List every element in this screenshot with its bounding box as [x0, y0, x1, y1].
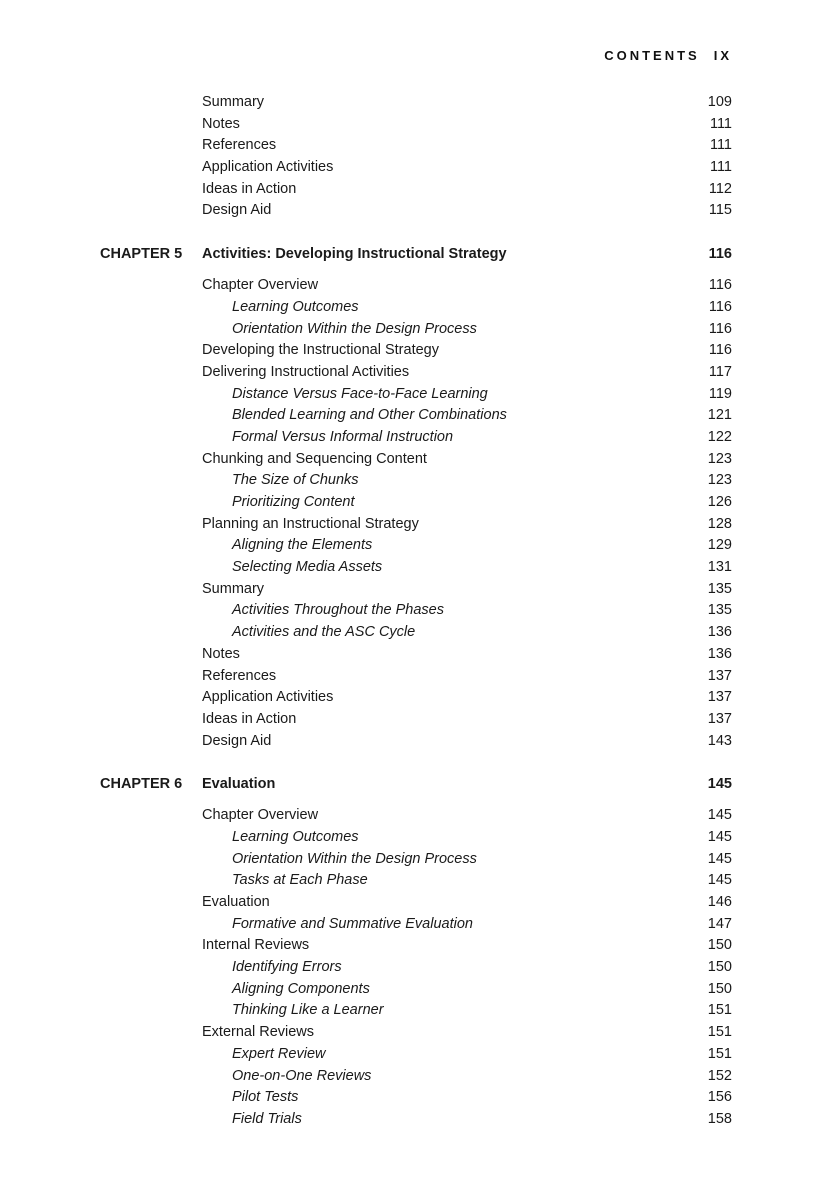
entry-title: Chapter Overview	[202, 807, 319, 824]
entry-title: Aligning the Elements	[232, 537, 373, 554]
entry-title: Chunking and Sequencing Content	[202, 450, 427, 467]
toc-subentry[interactable]	[0, 297, 840, 319]
entry-page-number: 150	[707, 980, 732, 997]
entry-title: Developing the Instructional Strategy	[202, 342, 439, 359]
toc-entry[interactable]	[0, 92, 840, 114]
entry-title: Distance Versus Face-to-Face Learning	[232, 385, 488, 402]
chapter-heading[interactable]	[0, 243, 840, 265]
entry-title: Selecting Media Assets	[232, 559, 383, 576]
entry-title: Learning Outcomes	[232, 298, 359, 315]
toc-subentry[interactable]	[0, 979, 840, 1001]
toc-subentry[interactable]	[0, 1044, 840, 1066]
entry-title: Application Activities	[202, 159, 334, 176]
entry-title: Learning Outcomes	[232, 828, 359, 845]
entry-title: Identifying Errors	[232, 959, 342, 976]
toc-entry[interactable]	[0, 200, 840, 222]
entry-title: Delivering Instructional Activities	[202, 363, 410, 380]
entry-page-number: 111	[709, 115, 732, 132]
entry-title: Expert Review	[232, 1045, 326, 1062]
entry-title: Tasks at Each Phase	[232, 872, 368, 889]
entry-page-number: 158	[707, 1110, 732, 1127]
entry-page-number: 152	[707, 1067, 732, 1084]
toc-subentry[interactable]	[0, 914, 840, 936]
toc-entry[interactable]	[0, 644, 840, 666]
entry-page-number: 143	[707, 732, 732, 749]
entry-title: Planning an Instructional Strategy	[202, 515, 419, 532]
entry-page-number: 137	[707, 667, 732, 684]
entry-page-number: 116	[708, 277, 732, 294]
entry-page-number: 146	[707, 894, 732, 910]
entry-title: Formative and Summative Evaluation	[232, 915, 473, 932]
toc-entry[interactable]	[0, 362, 840, 384]
entry-title: Ideas in Action	[202, 710, 297, 727]
entry-title: Orientation Within the Design Process	[232, 850, 477, 867]
entry-page-number: 150	[707, 959, 732, 976]
entry-title: The Size of Chunks	[232, 472, 359, 489]
toc-entry[interactable]	[0, 666, 840, 688]
entry-page-number: 145	[707, 807, 732, 824]
toc-subentry[interactable]	[0, 384, 840, 406]
entry-title: Design Aid	[202, 202, 272, 219]
entry-title: One-on-One Reviews	[232, 1067, 372, 1084]
toc-subentry[interactable]	[0, 600, 840, 622]
table-of-contents	[0, 92, 840, 1131]
entry-title: Design Aid	[202, 732, 272, 749]
entry-page-number: 151	[707, 1024, 732, 1041]
toc-entry[interactable]	[0, 114, 840, 136]
entry-page-number: 135	[707, 602, 732, 619]
entry-title: Pilot Tests	[232, 1089, 299, 1106]
chapter-label: CHAPTER 6	[100, 776, 183, 793]
entry-title: Blended Learning and Other Combinations	[232, 407, 507, 424]
toc-entry[interactable]	[0, 275, 840, 297]
entry-title: External Reviews	[202, 1024, 315, 1041]
entry-page-number: 119	[708, 385, 732, 402]
chapter-page-number: 116	[708, 246, 732, 263]
toc-entry[interactable]	[0, 892, 840, 914]
entry-title: Internal Reviews	[202, 937, 310, 954]
entry-page-number: 129	[707, 537, 732, 554]
toc-entry[interactable]	[0, 579, 840, 601]
entry-title: References	[202, 667, 277, 684]
entry-title: Evaluation	[202, 894, 270, 910]
entry-page-number: 145	[707, 872, 732, 889]
entry-title: References	[202, 137, 277, 154]
entry-title: Formal Versus Informal Instruction	[232, 428, 454, 445]
entry-page-number: 116	[708, 298, 732, 315]
toc-subentry[interactable]	[0, 849, 840, 871]
entry-title: Activities and the ASC Cycle	[232, 624, 416, 641]
entry-page-number: 137	[707, 710, 732, 727]
entry-title: Notes	[202, 115, 240, 132]
chapter-title: Evaluation	[202, 776, 276, 793]
toc-subentry[interactable]	[0, 535, 840, 557]
chapter-title: Activities: Developing Instructional Strategy	[202, 246, 507, 263]
entry-page-number: 109	[707, 94, 732, 110]
entry-page-number: 131	[707, 559, 732, 576]
entry-title: Summary	[202, 580, 265, 597]
toc-entry[interactable]	[0, 179, 840, 201]
entry-page-number: 123	[707, 472, 732, 489]
toc-entry[interactable]	[0, 449, 840, 471]
toc-subentry[interactable]	[0, 1087, 840, 1109]
toc-entry[interactable]	[0, 340, 840, 362]
entry-page-number: 151	[707, 1045, 732, 1062]
header-page-number: IX	[713, 48, 732, 63]
toc-subentry[interactable]	[0, 870, 840, 892]
toc-subentry[interactable]	[0, 492, 840, 514]
toc-entry[interactable]	[0, 514, 840, 536]
toc-subentry[interactable]	[0, 1066, 840, 1088]
entry-title: Field Trials	[232, 1110, 302, 1127]
toc-entry[interactable]	[0, 935, 840, 957]
entry-page-number: 136	[707, 624, 732, 641]
entry-page-number: 135	[707, 580, 732, 597]
entry-title: Summary	[202, 94, 265, 110]
toc-subentry[interactable]	[0, 1000, 840, 1022]
entry-title: Ideas in Action	[202, 180, 297, 197]
toc-entry[interactable]	[0, 157, 840, 179]
entry-page-number: 111	[709, 159, 732, 176]
toc-subentry[interactable]	[0, 622, 840, 644]
entry-title: Aligning Components	[232, 980, 370, 997]
toc-subentry[interactable]	[0, 470, 840, 492]
entry-page-number: 156	[707, 1089, 732, 1106]
entry-page-number: 137	[707, 689, 732, 706]
entry-page-number: 116	[708, 320, 732, 337]
entry-title: Notes	[202, 645, 240, 662]
entry-page-number: 126	[707, 494, 732, 510]
entry-title: Thinking Like a Learner	[232, 1002, 384, 1019]
chapter-heading[interactable]	[0, 773, 840, 795]
entry-page-number: 121	[707, 407, 732, 424]
entry-title: Application Activities	[202, 689, 334, 706]
entry-title: Orientation Within the Design Process	[232, 320, 477, 337]
toc-subentry[interactable]	[0, 557, 840, 579]
toc-subentry[interactable]	[0, 427, 840, 449]
toc-entry[interactable]	[0, 709, 840, 731]
toc-subentry[interactable]	[0, 957, 840, 979]
entry-title: Chapter Overview	[202, 277, 319, 294]
entry-page-number: 145	[707, 850, 732, 867]
entry-page-number: 145	[707, 828, 732, 845]
entry-page-number: 117	[708, 363, 732, 380]
toc-subentry[interactable]	[0, 827, 840, 849]
entry-page-number: 150	[707, 937, 732, 954]
header-section: CONTENTS	[604, 48, 700, 63]
running-header	[604, 48, 732, 63]
entry-page-number: 136	[707, 645, 732, 662]
entry-page-number: 112	[708, 180, 732, 197]
entry-page-number: 122	[707, 428, 732, 445]
chapter-page-number: 145	[707, 776, 732, 793]
toc-entry[interactable]	[0, 805, 840, 827]
toc-subentry[interactable]	[0, 1109, 840, 1131]
chapter-label: CHAPTER 5	[100, 246, 183, 263]
entry-page-number: 128	[707, 515, 732, 532]
toc-subentry[interactable]	[0, 319, 840, 341]
toc-subentry[interactable]	[0, 405, 840, 427]
entry-page-number: 111	[709, 137, 732, 154]
entry-title: Activities Throughout the Phases	[232, 602, 444, 619]
toc-entry[interactable]	[0, 1022, 840, 1044]
entry-page-number: 115	[708, 202, 732, 219]
toc-entry[interactable]	[0, 687, 840, 709]
entry-page-number: 147	[707, 915, 732, 932]
entry-title: Prioritizing Content	[232, 494, 355, 510]
toc-entry[interactable]	[0, 731, 840, 753]
entry-page-number: 151	[707, 1002, 732, 1019]
entry-page-number: 123	[707, 450, 732, 467]
entry-page-number: 116	[708, 342, 732, 359]
toc-entry[interactable]	[0, 135, 840, 157]
